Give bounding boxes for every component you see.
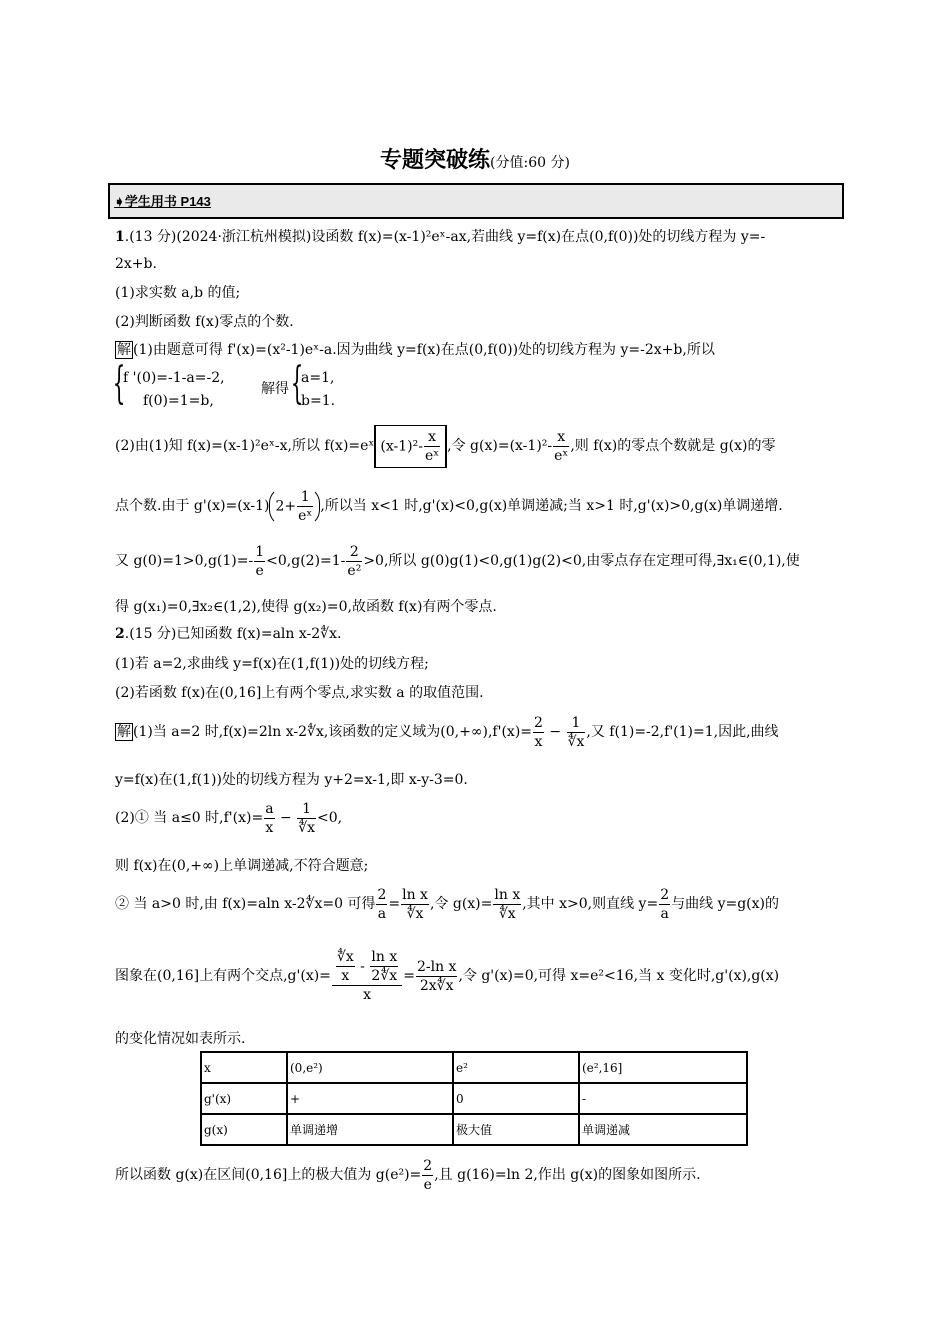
compound-fraction: $\frac{∜x}{x}$ - $\frac{\text{ln x}}{2∜x}$ x <box>332 948 402 1004</box>
sol2-line4: 则 f(x)在(0,+∞)上单调递减,不符合题意; <box>115 858 369 874</box>
banner-text[interactable]: ➧学生用书 P143 <box>114 194 211 209</box>
table-row: g'(x) + 0 - <box>201 1083 747 1114</box>
q2-part2: (2)若函数 f(x)在(0,16]上有两个零点,求实数 a 的取值范围. <box>115 685 484 701</box>
q2-line1: 2.(15 分)已知函数 f(x)=aln x-2∜x. <box>115 626 342 642</box>
sol1-line1: 解 (1)由题意可得 f'(x)=(x²-1)eˣ-a.因为曲线 y=f(x)在点(0,f(0))处的切线方程为 y=-2x+b,所以 <box>117 342 715 358</box>
left-brace: { <box>112 358 126 409</box>
variation-table <box>200 1051 748 1146</box>
sol2-line7: 的变化情况如表所示. <box>115 1031 246 1047</box>
sol1-line5: 得 g(x₁)=0,∃x₂∈(1,2),使得 g(x₂)=0,故函数 f(x)有两个零点. <box>115 599 497 615</box>
bracket-expr: (x-1)²- $\frac{x}{\text{eˣ}}$ <box>374 425 447 468</box>
sol2-line2: y=f(x)在(1,f(1))处的切线方程为 y+2=x-1,即 x-y-3=0. <box>115 772 468 788</box>
q1-part1: (1)求实数 a,b 的值; <box>115 285 241 301</box>
sol2-line8: 所以函数 g(x)在区间(0,16]上的极大值为 g(e²)= $\frac{2}{e}$ ,且 g(16)=ln 2,作出 g(x)的图象如图所示. <box>115 1157 701 1193</box>
page-title <box>0 143 950 174</box>
solution-label: 解 <box>117 342 131 358</box>
q1-line1: 1.(13 分)(2024·浙江杭州模拟)设函数 f(x)=(x-1)²eˣ-ax,若曲线 y=f(x)在点(0,f(0))处的切线方程为 y=- <box>115 229 766 245</box>
sol2-line1: 解 (1)当 a=2 时,f(x)=2ln x-2∜x,该函数的定义域为(0,+∞),f'(x)= $\frac{2}{x}$ − $\frac{1}{∜x}$ ,又 f(1)=-2,f'(1)=1,因此,曲线 <box>117 714 779 750</box>
title-note: (分值:60 分) <box>490 155 570 171</box>
sol2-line3: (2)① 当 a≤0 时,f'(x)= $\frac{a}{x}$ − $\frac{1}{∜x}$ <0, <box>115 800 343 836</box>
q1-part2: (2)判断函数 f(x)零点的个数. <box>115 314 294 330</box>
sol1-line3: 点个数.由于 g'(x)=(x-1) 2+ $\frac{1}{\text{eˣ}}$ ,所以当 x<1 时,g'(x)<0,g(x)单调递减;当 x>1 时,g'(x)>0,g(x)单调递增. <box>115 488 783 524</box>
left-brace-2: { <box>290 358 304 409</box>
sol2-line5: ② 当 a>0 时,由 f(x)=aln x-2∜x=0 可得 $\frac{2}{a}$ = $\frac{\text{ln x}}{∜x}$ ,令 g(x)= $\frac{\text{ln x}}{∜x}$ ,其中 x>0,则直线 y= $\frac{2}{a}$ 与曲线 y=g(x)的 <box>115 886 779 922</box>
table-row: g(x) 单调递增 极大值 单调递减 <box>201 1114 747 1145</box>
paren-expr: 2+ $\frac{1}{\text{eˣ}}$ <box>269 487 320 526</box>
sol2-line6: 图象在(0,16]上有两个交点,g'(x)= $\frac{∜x}{x}$ - $\frac{\text{ln x}}{2∜x}$ x = $\frac{\text{2-ln x}}{2x∜x}$ ,令 g'(x)=0,可得 x=e²<16,当 x 变化时,g'(x),g(x) <box>115 949 780 1003</box>
q2-part1: (1)若 a=2,求曲线 y=f(x)在(1,f(1))处的切线方程; <box>115 656 429 672</box>
table-row: x (0,e²) e² (e²,16] <box>201 1052 747 1083</box>
title-main: 专题突破练 <box>380 148 491 173</box>
sol1-line4: 又 g(0)=1>0,g(1)=- $\frac{1}{e}$ <0,g(2)=1- $\frac{2}{\text{e²}}$ >0,所以 g(0)g(1)<0,g(1)g(2)<0,由零点存在定理可得,∃x₁∈(0,1),使 <box>115 543 800 579</box>
arrow-icon: ➧ <box>114 194 125 209</box>
q1-line2: 2x+b. <box>115 256 157 272</box>
sol1-line2: (2)由(1)知 f(x)=(x-1)²eˣ-x,所以 f(x)=eˣ (x-1)²- $\frac{x}{\text{eˣ}}$ ,令 g(x)=(x-1)²- $\frac{x}{\text{eˣ}}$ ,则 f(x)的零点个数就是 g(x)的零 <box>115 424 775 468</box>
student-book-banner <box>108 183 844 219</box>
